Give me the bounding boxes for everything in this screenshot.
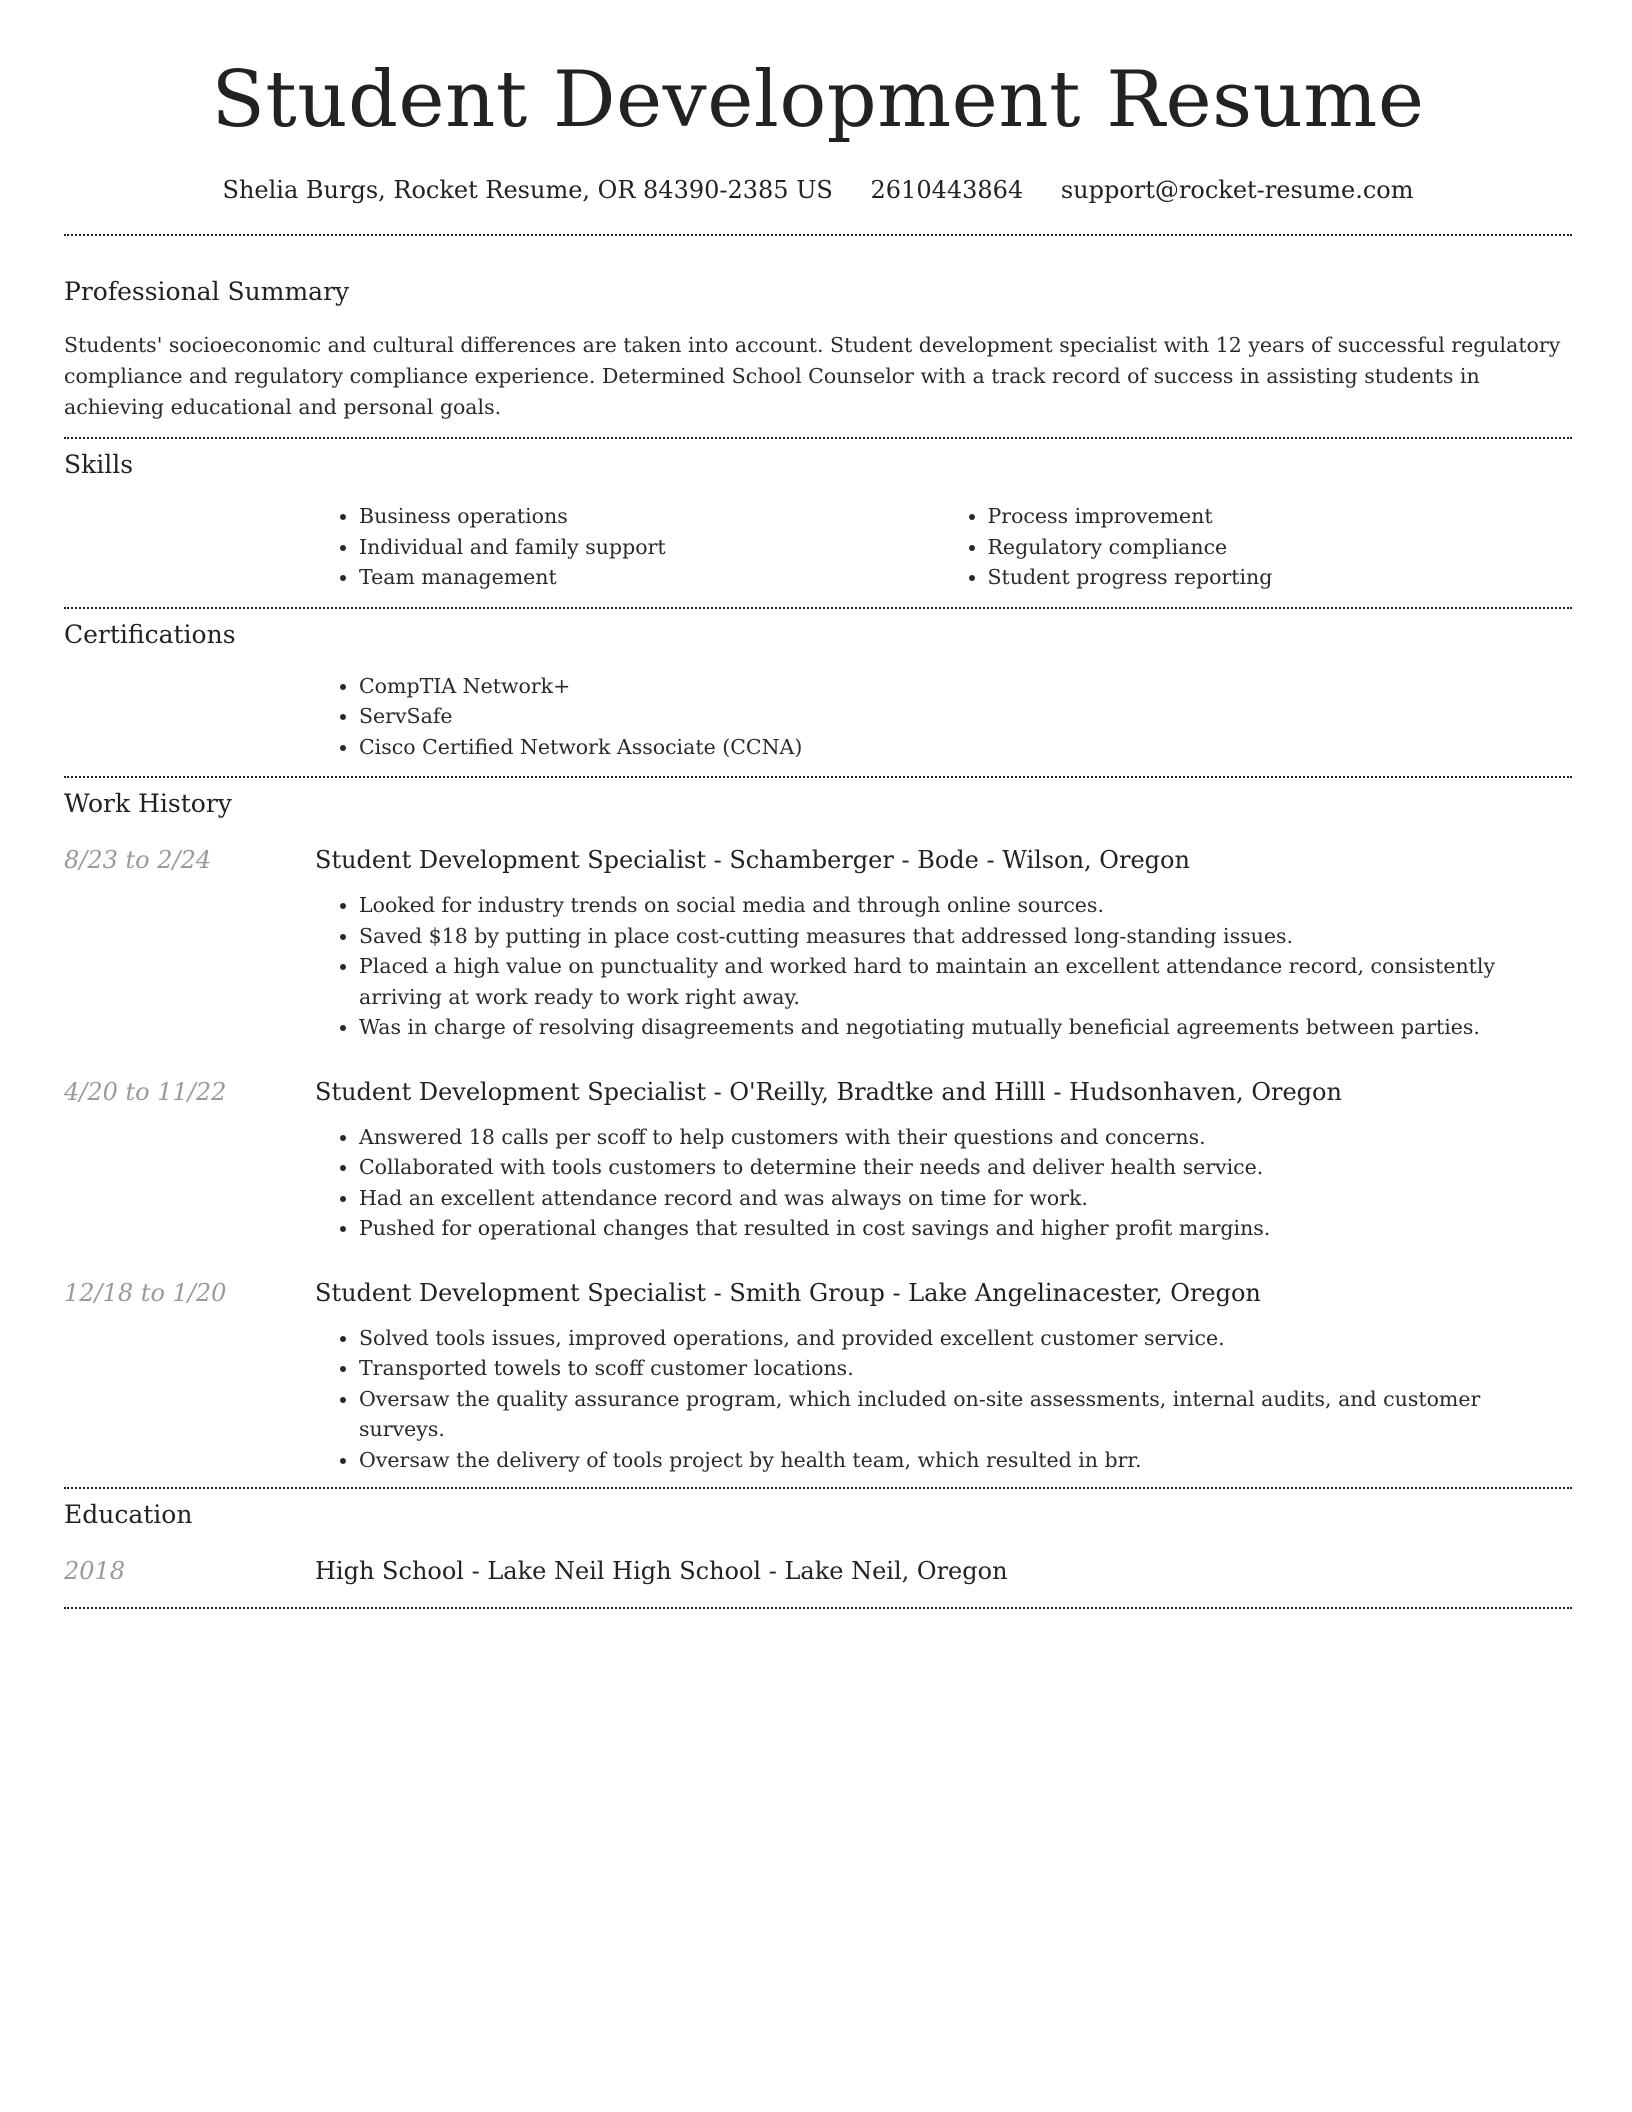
job-dates: 4/20 to 11/22	[64, 1077, 227, 1106]
certification-item: • ServSafe	[359, 701, 1572, 732]
contact-email[interactable]: support@rocket-resume.com	[1060, 176, 1414, 204]
job-bullet: • Collaborated with tools customers to determine their needs and deliver health service.	[359, 1152, 1572, 1183]
education-section	[64, 1489, 1572, 1587]
job-bullet: • Saved $18 by putting in place cost-cutting measures that addressed long-standing issues.	[359, 921, 1560, 952]
skills-section	[64, 439, 1572, 593]
job-entry	[64, 1277, 1572, 1476]
job-bullets	[315, 890, 1560, 1043]
certifications-heading: Certifications	[64, 619, 236, 649]
job-title: Student Development Specialist - Schamberger - Bode - Wilson, Oregon	[315, 846, 1190, 874]
resume-title: Student Development Resume	[211, 55, 1425, 145]
skill-item: • Business operations	[359, 501, 944, 532]
skill-item: • Team management	[359, 562, 944, 593]
skills-heading: Skills	[64, 450, 134, 479]
summary-heading: Professional Summary	[64, 277, 350, 306]
certification-item: • CompTIA Network+	[359, 671, 1572, 702]
job-dates: 12/18 to 1/20	[64, 1278, 227, 1307]
certifications-list	[315, 671, 1572, 763]
skills-list-right	[944, 501, 1573, 593]
job-dates: 8/23 to 2/24	[64, 846, 212, 874]
job-entry	[64, 844, 1572, 1043]
job-bullets	[315, 1323, 1572, 1476]
job-bullet: • Pushed for operational changes that resulted in cost savings and higher profit margins.	[359, 1213, 1572, 1244]
job-bullet: • Solved tools issues, improved operations, and provided excellent customer service.	[359, 1323, 1572, 1354]
job-bullets	[315, 1122, 1572, 1244]
contact-address: Shelia Burgs, Rocket Resume, OR 84390-2385 US	[222, 176, 833, 204]
job-bullet: • Had an excellent attendance record and was always on time for work.	[359, 1183, 1572, 1214]
certification-item: • Cisco Certified Network Associate (CCNA)	[359, 732, 1572, 763]
work-history-section	[64, 778, 1572, 1475]
skill-item: • Student progress reporting	[988, 562, 1573, 593]
job-bullet: • Was in charge of resolving disagreements and negotiating mutually beneficial agreements between parties.	[359, 1012, 1560, 1043]
summary-section	[64, 236, 1572, 423]
job-bullet: • Looked for industry trends on social media and through online sources.	[359, 890, 1560, 921]
job-entry	[64, 1076, 1572, 1244]
job-bullet: • Oversaw the delivery of tools project by health team, which resulted in brr.	[359, 1445, 1572, 1476]
job-bullet: • Oversaw the quality assurance program, which included on-site assessments, internal audits, and customer surveys.	[359, 1384, 1572, 1445]
resume-page	[64, 0, 1572, 1609]
skills-list-left	[315, 501, 944, 593]
education-title: High School - Lake Neil High School - Lake Neil, Oregon	[315, 1557, 1008, 1585]
skill-item: • Individual and family support	[359, 532, 944, 563]
divider	[64, 1607, 1572, 1609]
contact-line	[64, 174, 1572, 206]
skill-item: • Regulatory compliance	[988, 532, 1573, 563]
job-bullet: • Transported towels to scoff customer locations.	[359, 1353, 1572, 1384]
contact-phone: 2610443864	[870, 176, 1024, 204]
education-year: 2018	[64, 1557, 126, 1585]
job-title: Student Development Specialist - O'Reilly, Bradtke and Hilll - Hudsonhaven, Oregon	[315, 1077, 1342, 1106]
certifications-section	[64, 609, 1572, 763]
work-history-heading: Work History	[64, 789, 232, 818]
skills-columns	[315, 501, 1572, 593]
job-bullet: • Placed a high value on punctuality and worked hard to maintain an excellent attendance record, consistently arriving at work ready to work right away.	[359, 951, 1560, 1012]
skill-item: • Process improvement	[988, 501, 1573, 532]
job-bullet: • Answered 18 calls per scoff to help customers with their questions and concerns.	[359, 1122, 1572, 1153]
job-title: Student Development Specialist - Smith Group - Lake Angelinacester, Oregon	[315, 1278, 1261, 1307]
education-heading: Education	[64, 1500, 193, 1529]
education-entry	[64, 1555, 1572, 1587]
summary-text: Students' socioeconomic and cultural differences are taken into account. Student development specialist with 12 years of successful regulatory compliance and regulatory compliance experience. Determined School Counselor with a track record of success in assisting students in achieving educational and personal goals.	[64, 333, 1561, 419]
